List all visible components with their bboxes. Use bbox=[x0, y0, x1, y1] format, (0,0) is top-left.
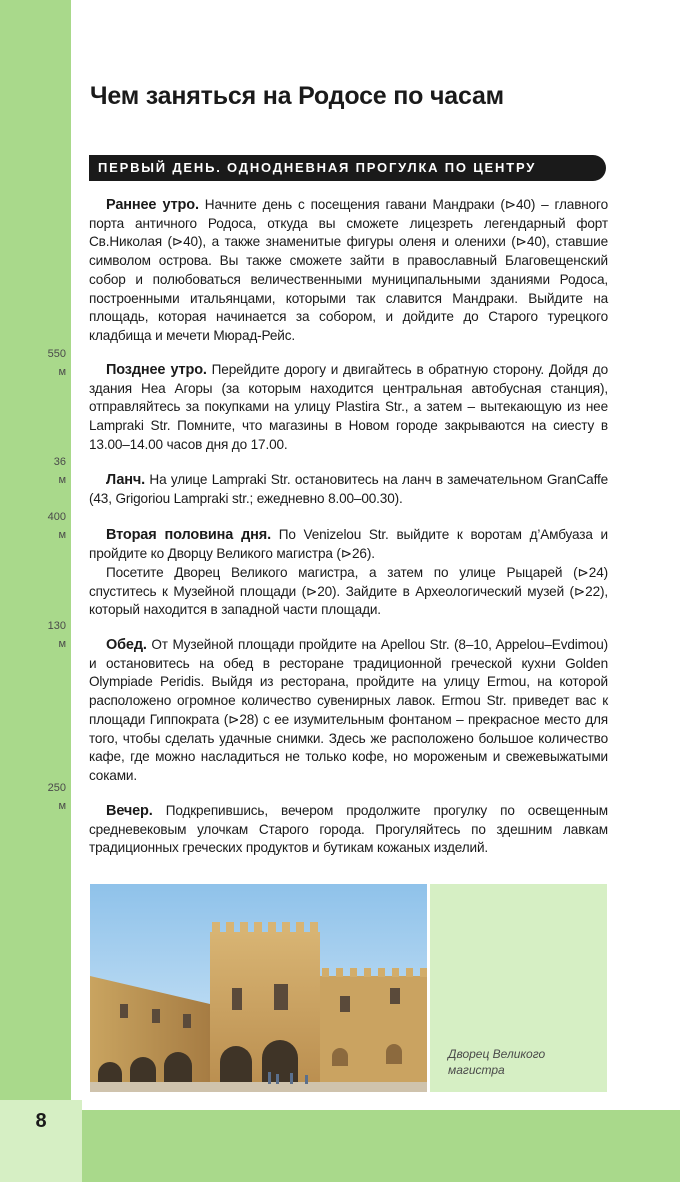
distance-marker bbox=[48, 508, 66, 544]
paragraph-dinner bbox=[89, 636, 608, 786]
lead-early-morning: Раннее утро. bbox=[106, 197, 199, 213]
paragraph-late-morning bbox=[89, 361, 608, 455]
distance-value: 550 bbox=[47, 348, 66, 360]
palace-photo bbox=[90, 884, 427, 1092]
caption-box bbox=[430, 884, 607, 1092]
lead-afternoon: Вторая половина дня. bbox=[106, 527, 271, 543]
lead-late-morning: Позднее утро. bbox=[106, 362, 207, 378]
paragraph-early-morning bbox=[89, 196, 608, 346]
distance-unit: м bbox=[58, 474, 66, 486]
body-afternoon: По Venizelou Str. выйдите к воротам д’Амбуаза и пройдите ко Дворцу Великого магистра (⊳26). bbox=[89, 527, 608, 561]
body-evening: Подкрепившись, вечером продолжите прогулку по освещенным средневековым улочкам Старого города. Прогуляйтесь по здешним лавкам традиционных греческих продуктов и бутикам кожаных изделий. bbox=[89, 803, 608, 856]
distance-unit: м bbox=[58, 638, 66, 650]
paragraph-afternoon-2 bbox=[89, 564, 608, 620]
page-title: Чем заняться на Родосе по часам bbox=[90, 82, 504, 110]
paragraph-afternoon bbox=[89, 526, 608, 563]
paragraph-lunch bbox=[89, 471, 608, 508]
distance-marker bbox=[48, 345, 66, 381]
distance-marker bbox=[48, 779, 66, 815]
lead-lunch: Ланч. bbox=[106, 472, 146, 488]
body-late-morning: Перейдите дорогу и двигайтесь в обратную сторону. Дойдя до здания Неа Агоры (за которым находится центральная автобусная станция), отправляйтесь за покупками на улицу Plastira Str., а затем – вытекающую из нее Lampraki Str. Помните, что магазины в Новом городе закрываются на сиесту в 13.00–14.00 часов дня до 17.00. bbox=[89, 362, 608, 452]
distance-unit: м bbox=[58, 800, 66, 812]
page-number: 8 bbox=[35, 1110, 47, 1132]
distance-unit: м bbox=[58, 366, 66, 378]
lead-dinner: Обед. bbox=[106, 637, 147, 653]
distance-marker bbox=[54, 453, 66, 489]
distance-value: 400 bbox=[47, 511, 66, 523]
footer-band bbox=[82, 1110, 680, 1182]
distance-value: 36 bbox=[53, 456, 66, 468]
distance-value: 130 bbox=[47, 620, 66, 632]
body-early-morning: Начните день с посещения гавани Мандраки (⊳40) – главного порта античного Родоса, откуда вы сможете лицезреть легендарный форт Св.Николая (⊳40), а также знаменитые фигуры оленя и оленихи (⊳40), ставшие символом острова. Вы также сможете зайти в православный Благовещенский собор и полюбоваться величественными муниципальными зданиями Родоса, построенными итальянцами, которыми так славится Мандраки. Выйдите на площадь, которая начинается за собором, и дойдите до Старого турецкого кладбища и мечети Мюрад-Рейс. bbox=[89, 197, 608, 343]
photo-caption: Дворец Великого магистра bbox=[448, 1047, 546, 1077]
palace-illustration bbox=[90, 884, 427, 1092]
paragraph-evening bbox=[89, 802, 608, 858]
lead-evening: Вечер. bbox=[106, 803, 153, 819]
body-dinner: От Музейной площади пройдите на Apellou Str. (8–10, Appelou–Evdimou) и остановитесь на обед в ресторане традиционной греческой кухни Golden Olympiade Peridis. Выйдя из ресторана, пройдите на улицу Ermou, на которой расположено огромное количество сувенирных лавок. Ermou Str. приведет вас к площади Гиппократа (⊳28) с ее изумительным фонтаном – прекрасное место для того, чтобы сделать удачные снимки. Здесь же расположено большое количество кафе, где можно насладиться не только кофе, но мороженым и свежевыжатыми соками. bbox=[89, 637, 608, 783]
section-banner: ПЕРВЫЙ ДЕНЬ. ОДНОДНЕВНАЯ ПРОГУЛКА ПО ЦЕНТРУ bbox=[89, 155, 606, 181]
distance-unit: м bbox=[58, 529, 66, 541]
page-number-box bbox=[0, 1100, 82, 1182]
distance-value: 250 bbox=[47, 782, 66, 794]
left-margin-strip bbox=[0, 0, 71, 1100]
distance-marker bbox=[48, 617, 66, 653]
body-afternoon-2: Посетите Дворец Великого магистра, а затем по улице Рыцарей (⊳24) спуститесь к Музейной площади (⊳20). Зайдите в Археологический музей (⊳22), который находится в западной части площади. bbox=[89, 565, 608, 618]
body-lunch: На улице Lampraki Str. остановитесь на ланч в замечательном GranCaffe (43, Grigoriou Lampraki str.; ежедневно 8.00–00.30). bbox=[89, 472, 608, 506]
